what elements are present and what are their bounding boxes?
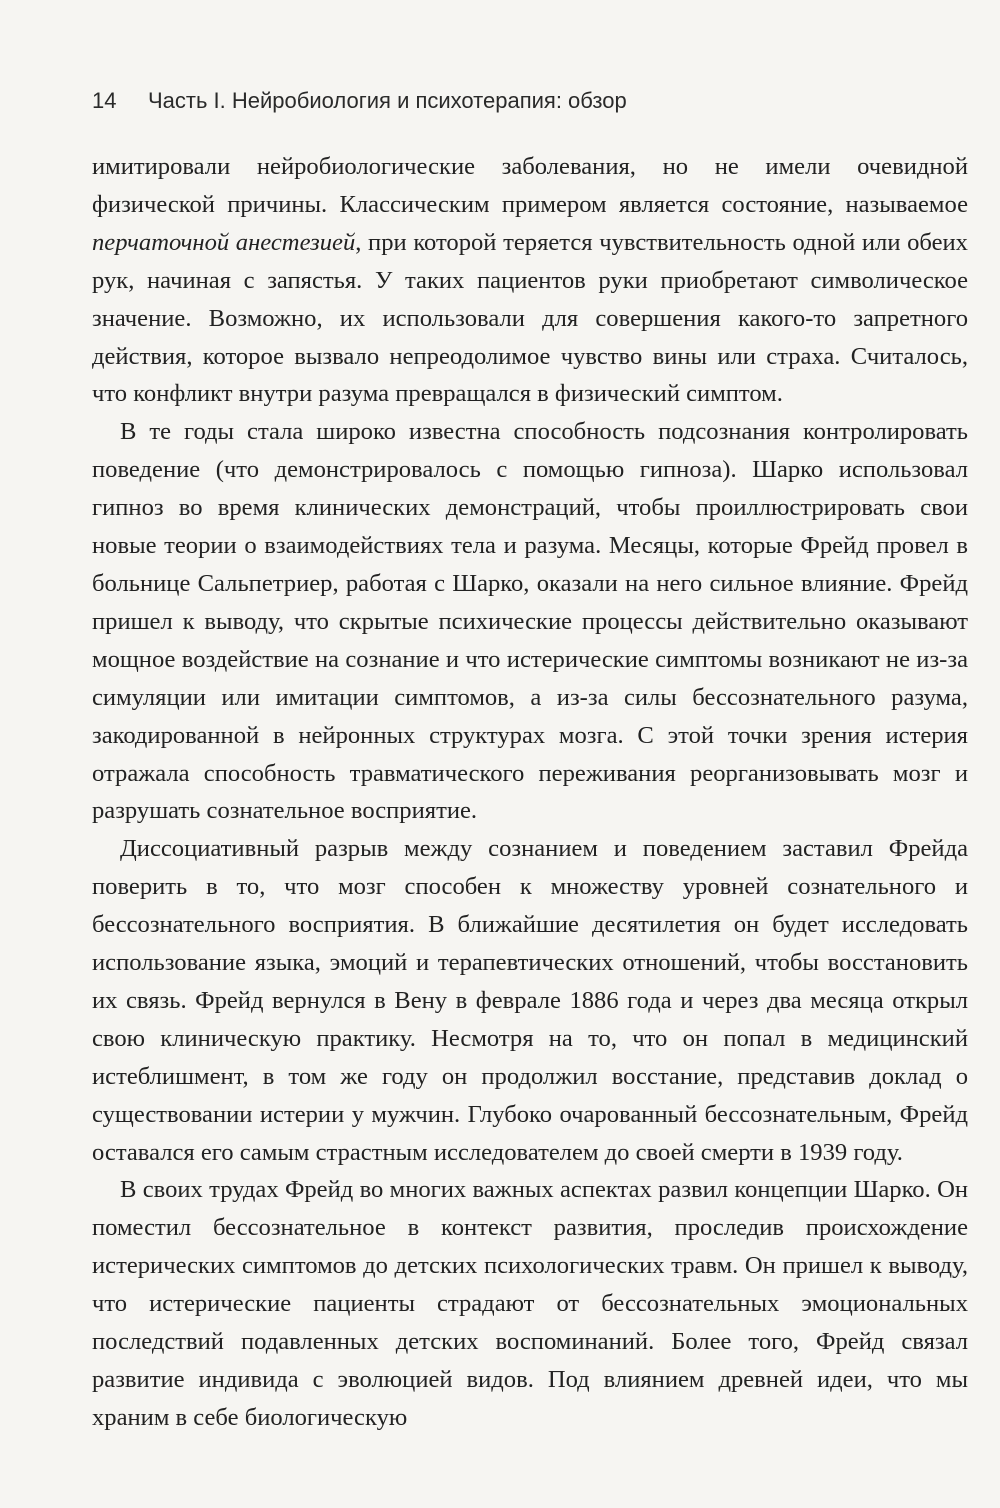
body-text (92, 148, 968, 1437)
paragraph-1-before: имитировали нейробиологические заболевания, но не имели очевидной физической причины. Классическим примером является состояние, называемое (92, 153, 968, 218)
paragraph-2: В те годы стала широко известна способность подсознания контролировать поведение (что демонстрировалось с помощью гипноза). Шарко использовал гипноз во время клинических демонстраций, чтобы проиллюстрировать свои новые теории о взаимодействиях тела и разума. Месяцы, которые Фрейд провел в больнице Сальпетриер, работая с Шарко, оказали на него сильное влияние. Фрейд пришел к выводу, что скрытые психические процессы действительно оказывают мощное воздействие на сознание и что истерические симптомы возникают не из-за симуляции или имитации симптомов, а из-за силы бессознательного разума, закодированной в нейронных структурах мозга. С этой точки зрения истерия отражала способность травматического переживания реорганизовывать мозг и разрушать сознательное восприятие. (92, 418, 968, 825)
paragraph-4: В своих трудах Фрейд во многих важных аспектах развил концепции Шарко. Он поместил бессознательное в контекст развития, проследив происхождение истерических симптомов до детских психологических травм. Он пришел к выводу, что истерические пациенты страдают от бессознательных эмоциональных последствий подавленных детских воспоминаний. Более того, Фрейд связал развитие индивида с эволюцией видов. Под влиянием древней идеи, что мы храним в себе биологическую (92, 1176, 968, 1431)
paragraph-3: Диссоциативный разрыв между сознанием и поведением заставил Фрейда поверить в то, что мозг способен к множеству уровней сознательного и бессознательного восприятия. В ближайшие десятилетия он будет исследовать использование языка, эмоций и терапевтических отношений, чтобы восстановить их связь. Фрейд вернулся в Вену в феврале 1886 года и через два месяца открыл свою клиническую практику. Несмотря на то, что он попал в медицинский истеблишмент, в том же году он продолжил восстание, представив доклад о существовании истерии у мужчин. Глубоко очарованный бессознательным, Фрейд оставался его самым страстным исследователем до своей смерти в 1939 году. (92, 835, 968, 1166)
running-title: Часть I. Нейробиология и психотерапия: обзор (148, 88, 627, 113)
paragraph-1 (92, 148, 968, 413)
running-head (92, 88, 627, 114)
page-number: 14 (92, 88, 117, 113)
italic-term: перчаточной анестезией (92, 228, 356, 256)
paragraph-1-after: , при которой теряется чувствительность одной или обеих рук, начиная с запястья. У таких пациентов руки приобретают символическое значение. Возможно, их использовали для совершения какого-то запретного действия, которое вызвало непреодолимое чувство вины или страха. Считалось, что конфликт внутри разума превращался в физический симптом. (92, 228, 968, 408)
